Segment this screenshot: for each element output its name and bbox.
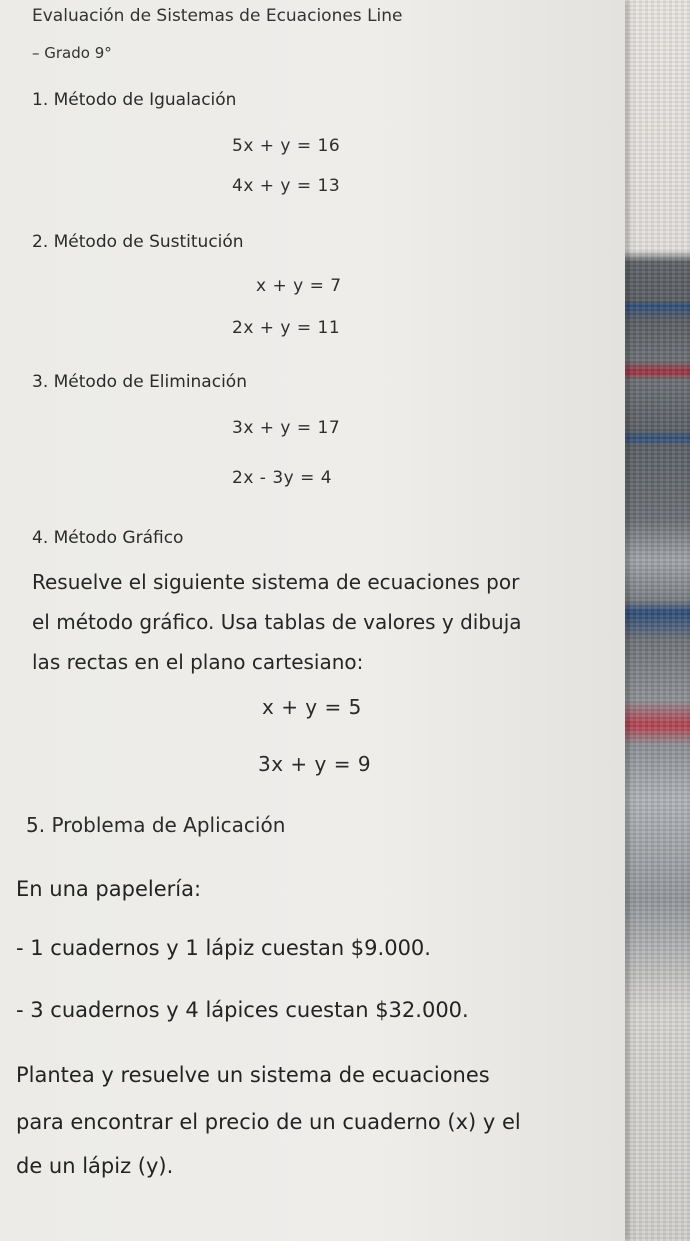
grade-label: – Grado 9° xyxy=(32,44,112,62)
section-4-equation-1: x + y = 5 xyxy=(262,695,362,719)
section-5-item-2: - 3 cuadernos y 4 lápices cuestan $32.000. xyxy=(16,998,469,1022)
section-5-task-line-2: para encontrar el precio de un cuaderno (x) y el xyxy=(16,1110,521,1134)
section-5-task-line-1: Plantea y resuelve un sistema de ecuaciones xyxy=(16,1063,490,1087)
section-4-instruction-line-2: el método gráfico. Usa tablas de valores y dibuja xyxy=(32,610,522,634)
section-5-intro: En una papelería: xyxy=(16,877,202,901)
section-2-heading: 2. Método de Sustitución xyxy=(32,232,244,252)
section-4-instruction-line-3: las rectas en el plano cartesiano: xyxy=(32,650,364,674)
section-1-equation-2: 4x + y = 13 xyxy=(232,176,341,196)
section-4-heading: 4. Método Gráfico xyxy=(32,528,184,548)
section-3-equation-1: 3x + y = 17 xyxy=(232,418,341,438)
section-5-item-1: - 1 cuadernos y 1 lápiz cuestan $9.000. xyxy=(16,936,431,960)
section-5-heading: 5. Problema de Aplicación xyxy=(26,813,286,837)
section-1-heading: 1. Método de Igualación xyxy=(32,90,237,110)
section-1-equation-1: 5x + y = 16 xyxy=(232,136,341,156)
section-3-equation-2: 2x - 3y = 4 xyxy=(232,468,333,488)
worksheet-title: Evaluación de Sistemas de Ecuaciones Line xyxy=(32,6,403,26)
section-2-equation-2: 2x + y = 11 xyxy=(232,318,341,338)
section-2-equation-1: x + y = 7 xyxy=(256,276,342,296)
section-3-heading: 3. Método de Eliminación xyxy=(32,372,247,392)
section-4-equation-2: 3x + y = 9 xyxy=(258,752,372,776)
section-4-instruction-line-1: Resuelve el siguiente sistema de ecuaciones por xyxy=(32,570,520,594)
section-5-task-line-3: de un lápiz (y). xyxy=(16,1154,174,1178)
